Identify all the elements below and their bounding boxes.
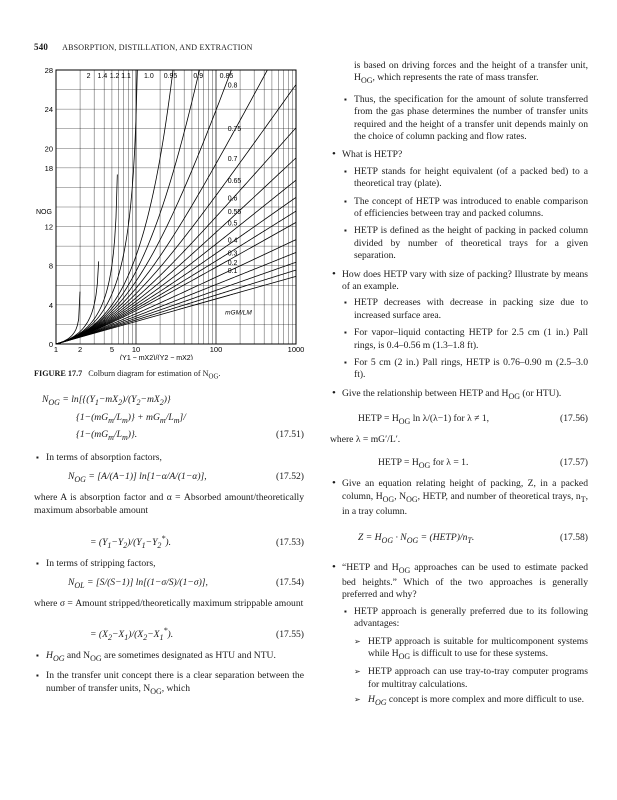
list-item: ▪ HETP stands for height equivalent (of a packed bed) to a theoretical tray (plate). bbox=[342, 166, 588, 191]
list-item: ▪ HETP decreases with decrease in packing size due to increased surface area. bbox=[342, 297, 588, 322]
sub-list-item: ➢ $H_{OG}$ concept is more complex and more difficult to use. bbox=[354, 694, 588, 709]
equation-17-52: $N_{OG} = [A/(A-1)]$ ln[1−α/A/(1−α)], (17.52) bbox=[68, 470, 304, 484]
curve-label: 2 bbox=[86, 73, 91, 80]
curve-label: 0.4 bbox=[227, 237, 238, 245]
list-item: ▪ $H_{OG}$ and $N_{OG}$ are sometimes designated as HTU and NTU. bbox=[34, 650, 304, 665]
curve-label: 1.2 bbox=[109, 73, 120, 80]
list-item: ▪ For 5 cm (2 in.) Pall rings, HETP is 0.76–0.90 m (2.5–3.0 ft). bbox=[342, 357, 588, 382]
list-item: ▪ Thus, the specification for the amount of solute transferred from the gas phase determines the number of transfer units required and the height of a transfer unit depends mainly on the choice of column packing and flow rates. bbox=[342, 94, 588, 144]
y-tick-label: 8 bbox=[48, 261, 53, 271]
list-item: ▪ The concept of HETP was introduced to enable comparison of efficiencies between tray and packed columns. bbox=[342, 196, 588, 221]
curve-label: 0.7 bbox=[227, 155, 238, 163]
curve-label: 0.3 bbox=[227, 250, 238, 258]
curve-label: 0.8 bbox=[227, 82, 238, 90]
curve-parameter-label: mGM/LM bbox=[225, 309, 252, 317]
list-item: ▪ In the transfer unit concept there is a clear separation between the number of transfer units, $N_{OG}$, which bbox=[34, 670, 304, 698]
series-curve bbox=[56, 60, 204, 344]
y-tick-label: 0 bbox=[48, 340, 53, 349]
x-axis-label: (Y1 − mX2)/(Y2 − mX2) bbox=[119, 355, 193, 360]
x-tick-label: 1 bbox=[53, 345, 59, 354]
y-axis-label: NOG bbox=[36, 208, 52, 216]
x-tick-label: 5 bbox=[109, 345, 115, 354]
sub-list-item: ➢ HETP approach is suitable for multicomponent systems while $H_{OG}$ is difficult to use for these systems. bbox=[354, 636, 588, 664]
where-absorption: where A is absorption factor and α = Absorbed amount/theoretically maximum absorbable amount bbox=[34, 492, 304, 516]
equation-number: (17.51) bbox=[276, 429, 304, 441]
running-title: ABSORPTION, DISTILLATION, AND EXTRACTION bbox=[62, 43, 253, 52]
y-tick-label: 12 bbox=[44, 222, 53, 232]
list-item: ▪ HETP is defined as the height of packing in packed column divided by number of theoretical trays for a given separation. bbox=[342, 225, 588, 262]
equation-17-56: HETP = $H_{OG}$ ln λ/(λ−1) for λ ≠ 1, (17.56) bbox=[358, 413, 588, 427]
series-curve bbox=[56, 60, 139, 344]
equation-17-55: = $(X_2-X_1)/(X_2-X_1^*)$. (17.55) bbox=[90, 625, 304, 642]
series-curve bbox=[56, 180, 296, 344]
series-curve bbox=[56, 60, 279, 344]
curve-label: 0.1 bbox=[227, 268, 238, 276]
series-curve bbox=[56, 155, 296, 344]
curve-label: 0.5 bbox=[227, 220, 238, 228]
where-stripping: where σ = Amount stripped/theoretically maximum strippable amount bbox=[34, 598, 304, 610]
curve-label: 0.65 bbox=[227, 178, 242, 186]
where-lambda: where λ = mG′/L′. bbox=[330, 434, 401, 446]
curve-label: 0.2 bbox=[227, 260, 238, 268]
equation-17-54: $N_{OL} = [S/(S-1)]$ ln[(1−σ/S)/(1−σ)], (17.54) bbox=[68, 576, 304, 590]
continued-paragraph: is based on driving forces and the height of a transfer unit, $H_{OG}$, which represents the rate of mass transfer. bbox=[354, 60, 588, 86]
equation-17-51: $N_{OG} = \ln[\{(Y_1-mX_2)/(Y_2-mX_2)\}$ $\{1-(mG_m/L_m)\} + mG_m/L_m]/$ $\{1-(mG_m/L_m)\}$. (17.51) bbox=[34, 394, 304, 444]
figure-label: FIGURE 17.7 bbox=[34, 369, 83, 379]
right-column bbox=[330, 60, 588, 712]
curve-label: 0.6 bbox=[227, 195, 238, 203]
list-item: ▪ For vapor–liquid contacting HETP for 2.5 cm (1 in.) Pall rings, is 0.4–0.56 m (1.3–1.8 ft). bbox=[342, 327, 588, 352]
equation-17-53: = $(Y_1-Y_2)/(Y_1-Y_2^*)$. (17.53) bbox=[90, 533, 304, 551]
curve-label: 1.0 bbox=[144, 73, 154, 80]
curve-label: 0.85 bbox=[219, 73, 234, 80]
question-item: • “HETP and $H_{OG}$ approaches can be used to estimate packed bed heights.” Which of the two approaches is generally preferred and why? bbox=[330, 562, 588, 602]
curve-label: 0.9 bbox=[193, 73, 204, 80]
series-curve bbox=[56, 276, 296, 344]
curve-label: 1.4 bbox=[97, 73, 108, 80]
colburn-chart bbox=[34, 60, 304, 360]
y-tick-label: 20 bbox=[44, 144, 53, 154]
series-curve bbox=[56, 82, 296, 344]
equation-17-57: HETP = $H_{OG}$ for λ = 1. (17.57) bbox=[378, 456, 588, 470]
question-item: • Give an equation relating height of packing, Z, in a packed column, $H_{OG}$, $N_{OG}$, HETP, and number of theoretical trays, $n_T$, in a tray column. bbox=[330, 478, 588, 518]
x-tick-label: 2 bbox=[77, 345, 83, 354]
question-item: • Give the relationship between HETP and $H_{OG}$ (or HTU). bbox=[330, 388, 588, 403]
running-header bbox=[34, 42, 253, 52]
list-item: ▪ HETP approach is generally preferred due to its following advantages: bbox=[342, 606, 588, 631]
curve-label: 0.95 bbox=[163, 73, 178, 80]
curve-label: 0.75 bbox=[227, 125, 242, 133]
y-tick-label: 24 bbox=[44, 105, 53, 115]
equation-17-58: $Z = H_{OG} \cdot N_{OG}$ = $(HETP)/n_T$. (17.58) bbox=[358, 532, 588, 546]
x-tick-label: 100 bbox=[209, 345, 223, 354]
list-item: ▪ In terms of stripping factors, bbox=[34, 558, 304, 570]
y-tick-label: 18 bbox=[44, 163, 53, 173]
question-item: • How does HETP vary with size of packing? Illustrate by means of an example. bbox=[330, 269, 588, 294]
list-item: ▪ In terms of absorption factors, bbox=[34, 452, 304, 464]
y-tick-label: 28 bbox=[44, 66, 53, 75]
left-column bbox=[34, 60, 304, 703]
curve-label: 0.55 bbox=[227, 209, 242, 217]
y-tick-label: 4 bbox=[48, 300, 53, 310]
page-number: 540 bbox=[34, 42, 49, 52]
x-tick-label: 10 bbox=[131, 345, 141, 354]
sub-list-item: ➢ HETP approach can use tray-to-tray computer programs for multitray calculations. bbox=[354, 666, 588, 691]
figure-caption: FIGURE 17.7 Colburn diagram for estimation of $N_{OG}$. bbox=[34, 369, 221, 382]
curve-label: 1.1 bbox=[121, 73, 131, 80]
series-curve bbox=[56, 60, 176, 344]
question-item: • What is HETP? bbox=[330, 149, 588, 161]
x-tick-label: 1000 bbox=[287, 345, 304, 354]
